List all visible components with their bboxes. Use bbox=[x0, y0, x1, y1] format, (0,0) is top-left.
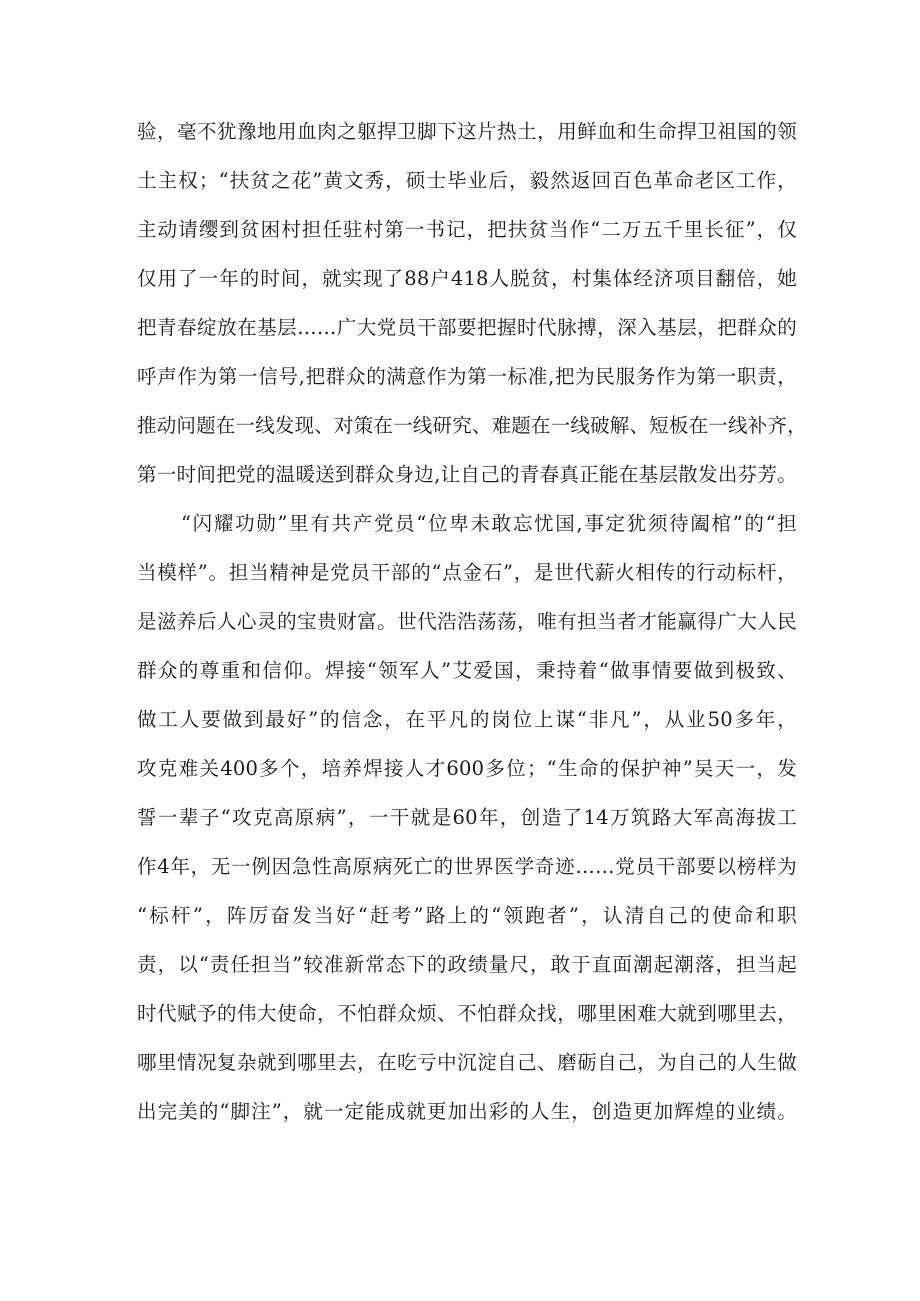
text-line: 土主权；“扶贫之花”黄文秀，硕士毕业后，毅然返回百色革命老区工作， bbox=[137, 169, 797, 192]
text-line: 当模样”。担当精神是党员干部的“点金石”，是世代薪火相传的行动标杆， bbox=[137, 561, 797, 584]
text-line: 第一时间把党的温暖送到群众身边,让自己的青春真正能在基层散发出芬芳。 bbox=[137, 463, 797, 486]
text-line: 群众的尊重和信仰。焊接“领军人”艾爱国，秉持着“做事情要做到极致、 bbox=[137, 659, 797, 682]
text-line: 是滋养后人心灵的宝贵财富。世代浩浩荡荡，唯有担当者才能赢得广大人民 bbox=[137, 610, 797, 633]
text-line: 验，毫不犹豫地用血肉之躯捍卫脚下这片热土，用鲜血和生命捍卫祖国的领 bbox=[137, 120, 797, 143]
text-line: 做工人要做到最好”的信念，在平凡的岗位上谋“非凡”，从业50多年， bbox=[137, 708, 797, 731]
text-line: 作4年，无一例因急性高原病死亡的世界医学奇迹……党员干部要以榜样为 bbox=[137, 855, 797, 878]
text-line: 攻克难关400多个，培养焊接人才600多位；“生命的保护神”吴天一，发 bbox=[137, 757, 797, 780]
text-line: 誓一辈子“攻克高原病”，一干就是60年，创造了14万筑路大军高海拔工 bbox=[137, 806, 797, 829]
text-line: 责，以“责任担当”较准新常态下的政绩量尺，敢于直面潮起潮落，担当起 bbox=[137, 953, 797, 976]
text-line: 时代赋予的伟大使命，不怕群众烦、不怕群众找，哪里困难大就到哪里去， bbox=[137, 1002, 797, 1025]
text-line: “闪耀功勋”里有共产党员“位卑未敢忘忧国,事定犹须待阖棺”的“担 bbox=[181, 512, 797, 535]
text-line: 推动问题在一线发现、对策在一线研究、难题在一线破解、短板在一线补齐， bbox=[137, 414, 807, 437]
text-line: 把青春绽放在基层……广大党员干部要把握时代脉搏，深入基层，把群众的 bbox=[137, 316, 797, 339]
text-line: 仅用了一年的时间，就实现了88户418人脱贫，村集体经济项目翻倍，她 bbox=[137, 267, 797, 290]
text-line: 主动请缨到贫困村担任驻村第一书记，把扶贫当作“二万五千里长征”，仅 bbox=[137, 218, 797, 241]
text-line: “标杆”，阵厉奋发当好“赶考”路上的“领跑者”，认清自己的使命和职 bbox=[137, 904, 797, 927]
text-line: 哪里情况复杂就到哪里去，在吃亏中沉淀自己、磨砺自己，为自己的人生做 bbox=[137, 1051, 797, 1074]
text-line: 呼声作为第一信号,把群众的满意作为第一标准,把为民服务作为第一职责， bbox=[137, 365, 797, 388]
text-line: 出完美的“脚注”，就一定能成就更加出彩的人生，创造更加辉煌的业绩。 bbox=[137, 1100, 797, 1123]
